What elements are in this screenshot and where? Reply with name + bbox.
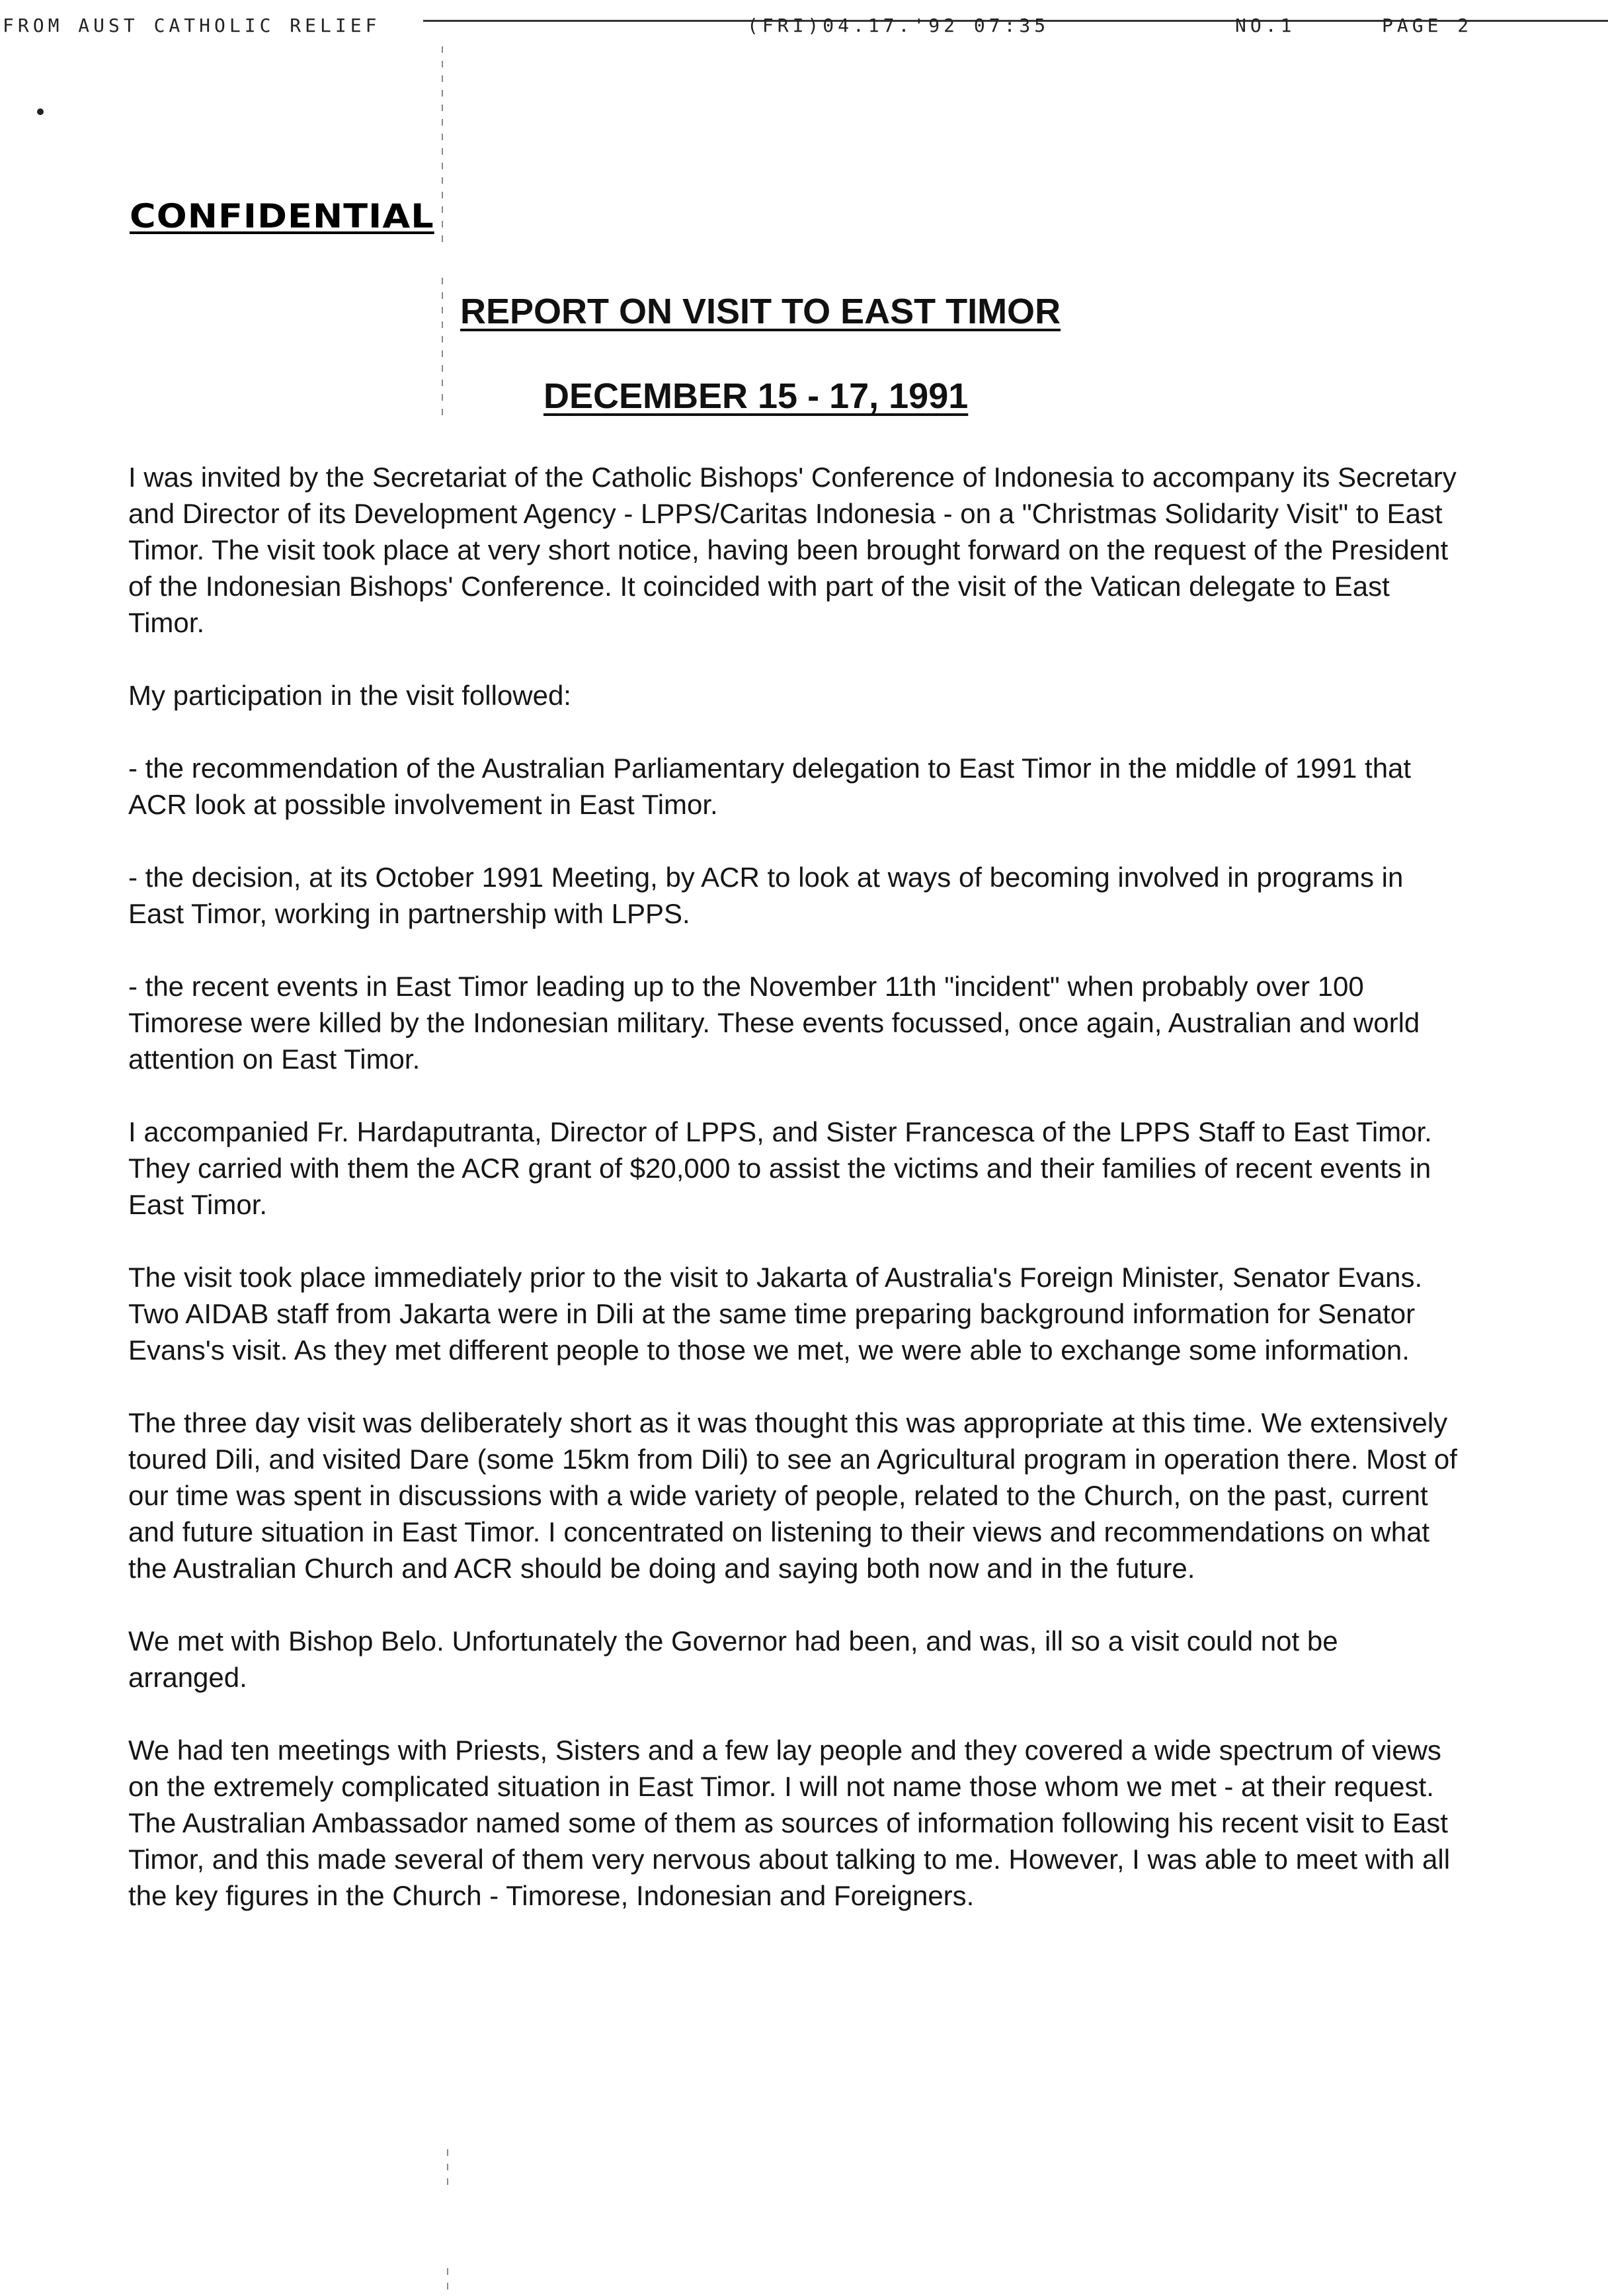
fax-page-number: PAGE 2 [1382,15,1473,36]
fax-datetime: (FRI)04.17.'92 07:35 [747,15,1050,36]
fax-sender: FROM AUST CATHOLIC RELIEF [3,15,381,36]
report-body [128,459,1457,1950]
fax-header [0,3,1608,42]
fold-line-footer [447,2268,448,2295]
report-date: DECEMBER 15 - 17, 1991 [543,376,969,416]
fold-line-top [442,46,443,245]
scan-speck [37,108,44,115]
paragraph-bishop-belo: We met with Bishop Belo. Unfortunately the Governor had been, and was, ill so a visit could not be arranged. [128,1625,1338,1693]
report-title: REPORT ON VISIT TO EAST TIMOR [460,292,1061,331]
paragraph-invitation: I was invited by the Secretariat of the Catholic Bishops' Conference of Indonesia to accompany its Secretary and Director of its Development Agency - LPPS/Caritas Indonesia - on a "Christmas Solidarity Visit" to East Timor. The visit took place at very short notice, having been brought forward on the request of the President of the Indonesian Bishops' Conference. It coincided with part of the visit of the Vatican delegate to East Timor. [128,462,1457,638]
paragraph-three-day-visit: The three day visit was deliberately short as it was thought this was appropriate at this time. We extensively toured Dili, and visited Dare (some 15km from Dili) to see an Agricultural program in operation there. Most of our time was spent in discussions with a wide variety of people, related to the Church, on the past, current and future situation in East Timor. I concentrated on listening to their views and recommendations on what the Australian Church and ACR should be doing and saying both now and in the future. [128,1407,1457,1584]
confidential-stamp: CONFIDENTIAL [130,197,434,235]
paragraph-meetings: We had ten meetings with Priests, Sisters and a few lay people and they covered a wide spectrum of views on the extremely complicated situation in East Timor. I will not name those whom we met - at their request. The Australian Ambassador named some of them as sources of information following his recent visit to East Timor, and this made several of them very nervous about talking to me. However, I was able to meet with all the key figures in the Church - Timorese, Indonesian and Foreigners. [128,1735,1451,1911]
fax-number: NO.1 [1235,15,1296,36]
fold-line-bottom [447,2149,448,2189]
paragraph-recent-events: - the recent events in East Timor leading up to the November 11th "incident" when probably over 100 Timorese were killed by the Indonesian military. These events focussed, once again, Australian and world attention on East Timor. [128,971,1420,1075]
paragraph-timing: The visit took place immediately prior to the visit to Jakarta of Australia's Foreign Minister, Senator Evans. Two AIDAB staff from Jakarta were in Dili at the same time preparing background information for Senator Evans's visit. As they met different people to those we met, we were able to exchange some information. [128,1262,1423,1366]
paragraph-recommendation: - the recommendation of the Australian Parliamentary delegation to East Timor in the middle of 1991 that ACR look at possible involvement in East Timor. [128,753,1412,820]
paragraph-accompanied: I accompanied Fr. Hardaputranta, Director of LPPS, and Sister Francesca of the LPPS Staff to East Timor. They carried with them the ACR grant of $20,000 to assist the victims and their families of recent events in East Timor. [128,1116,1432,1220]
paragraph-decision: - the decision, at its October 1991 Meeting, by ACR to look at ways of becoming involved in programs in East Timor, working in partnership with LPPS. [128,862,1404,929]
paragraph-participation-intro: My participation in the visit followed: [128,680,571,711]
fold-line-title [442,278,443,417]
